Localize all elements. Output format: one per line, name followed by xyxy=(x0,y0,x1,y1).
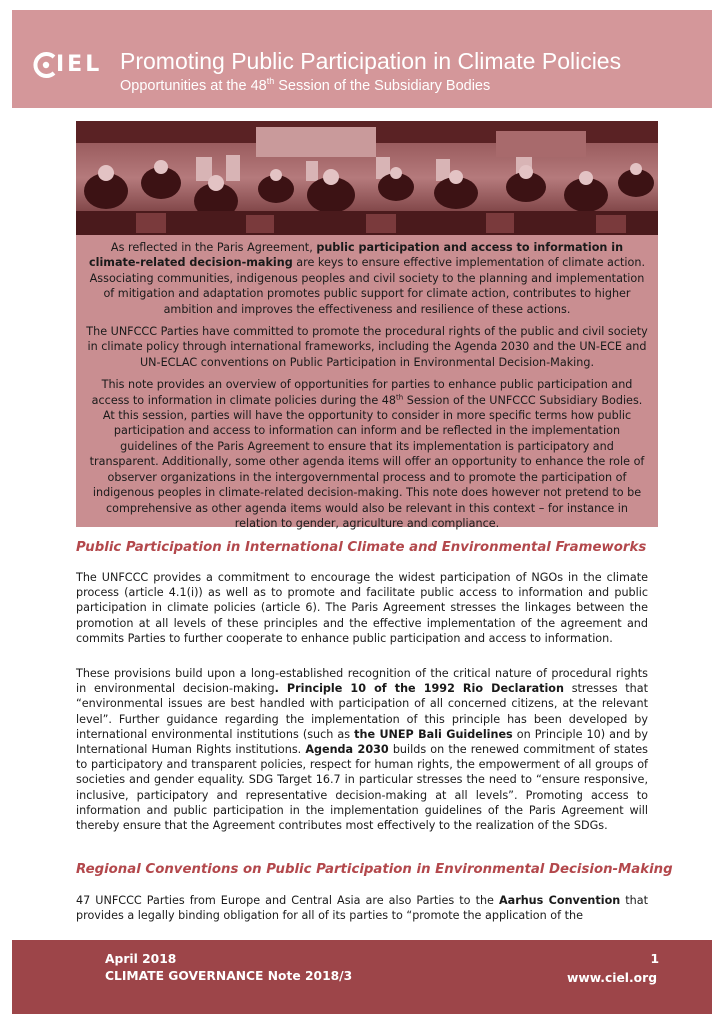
s1p2-g: builds on the renewed commitment of states to participatory and transparent policies, respect for human rights, the empowerment of all groups of societies and gender equality. SDG Target 16.7 in particular stresses the need to “ensure responsive, inclusive, participatory and representative decision-making at all levels”. Promoting access to information and public participation in the implementation guidelines of the Paris Agreement will thereby ensure that the Agreement contributes most effectively to the realization of the SDGs. xyxy=(76,743,648,833)
intro-p1-text-a: As reflected in the Paris Agreement, xyxy=(110,241,317,254)
document-subtitle xyxy=(120,76,490,94)
section1-paragraph-2 xyxy=(76,666,648,833)
intro-summary-box xyxy=(76,235,658,530)
s1p2-e: on Principle 10) and by International Human Rights institutions. xyxy=(76,727,648,757)
section-heading-frameworks: Public Participation in International Climate and Environmental Frameworks xyxy=(76,540,647,555)
subtitle-suffix: Session of the Subsidiary Bodies xyxy=(274,77,491,94)
footer-date: April 2018 xyxy=(105,952,177,966)
document-title: Promoting Public Participation in Climate Policies xyxy=(120,48,622,74)
website-link[interactable]: www.ciel.org xyxy=(566,971,657,985)
section1-paragraph-1: The UNFCCC provides a commitment to encourage the widest participation of NGOs in the climate process (article 4.1(i)) as well as to promote and facilitate public access to information and public participation in climate policies (article 6). The Paris Agreement stresses the linkages between the promotion at all levels of these principles and the effective implementation of the agreement and commits Parties to further cooperate to enhance public participation and access to information. xyxy=(76,571,648,645)
s2p1-b: Aarhus Convention xyxy=(498,894,621,907)
meeting-photo xyxy=(76,121,658,235)
meeting-photo-image xyxy=(76,121,658,235)
section-heading-regional-conventions: Regional Conventions on Public Participation in Environmental Decision-Making xyxy=(76,862,673,877)
subtitle-prefix: Opportunities at the 48 xyxy=(120,77,267,94)
page-number: 1 xyxy=(650,952,659,966)
s1p2-a: These provisions build upon a long-established recognition of the critical nature of procedural rights in environmental decision-making xyxy=(76,667,648,696)
intro-p3-sup: th xyxy=(396,392,404,401)
intro-paragraph-2: The UNFCCC Parties have committed to promote the procedural rights of the public and civil society in climate policy through international frameworks, including the Agenda 2030 and the UN-ECE and UN-ECLAC conventions on Public Participation in Environmental Decision-Making. xyxy=(86,325,648,369)
s1p2-f: Agenda 2030 xyxy=(305,743,389,757)
intro-p1-text-c: are keys to ensure effective implementation of climate action. Associating communities, indigenous peoples and civil society to the planning and implementation of mitigation and adaptation promotes public support for climate action, contributes to higher ambition and improves the effectiveness and resilience of these actions. xyxy=(89,256,646,316)
intro-paragraph-1 xyxy=(86,240,648,317)
intro-p3-text-a: This note provides an overview of opportunities for parties to enhance public participation and access to information in climate policies during the 48 xyxy=(91,378,633,407)
s2p1-c: that provides a legally binding obligation for all of its parties to “promote the application of the xyxy=(76,894,648,923)
subtitle-sup: th xyxy=(266,76,275,86)
intro-paragraph-3 xyxy=(86,377,648,531)
footer-bar xyxy=(12,940,712,1014)
intro-p1-bold: public participation and access to information in climate-related decision-making xyxy=(88,241,624,270)
s1p2-d: the UNEP Bali Guidelines xyxy=(354,727,513,741)
logo-text: IEL xyxy=(56,52,103,77)
section2-paragraph-1 xyxy=(76,893,648,923)
header-banner xyxy=(12,10,712,108)
intro-p3-text-b: Session of the UNFCCC Subsidiary Bodies. At this session, parties will have the opportunity to consider in more specific terms how public participation and access to information can inform and be reflected in the implementation guidelines of the Paris Agreement to ensure that its implementation is participatory and transparent. Additionally, some other agenda items will offer an opportunity to enhance the role of observer organizations in the intergovernmental process and to promote the participation of indigenous peoples in climate-related decision-making. This note does however not pretend to be comprehensive as other agenda items would also be relevant in this context – for instance in relation to gender, agriculture and compliance. xyxy=(89,393,645,530)
s1p2-b: . Principle 10 of the 1992 Rio Declaration xyxy=(274,682,564,696)
s2p1-a: 47 UNFCCC Parties from Europe and Central Asia are also Parties to the xyxy=(76,894,499,907)
ciel-logo xyxy=(30,50,110,82)
s1p2-c: stresses that “environmental issues are best handled with participation of all concerned citizens, at the relevant level”. Further guidance regarding the implementation of this principle has been developed by international environmental institutions (such as xyxy=(76,682,648,741)
footer-note-id: CLIMATE GOVERNANCE Note 2018/3 xyxy=(105,969,353,983)
